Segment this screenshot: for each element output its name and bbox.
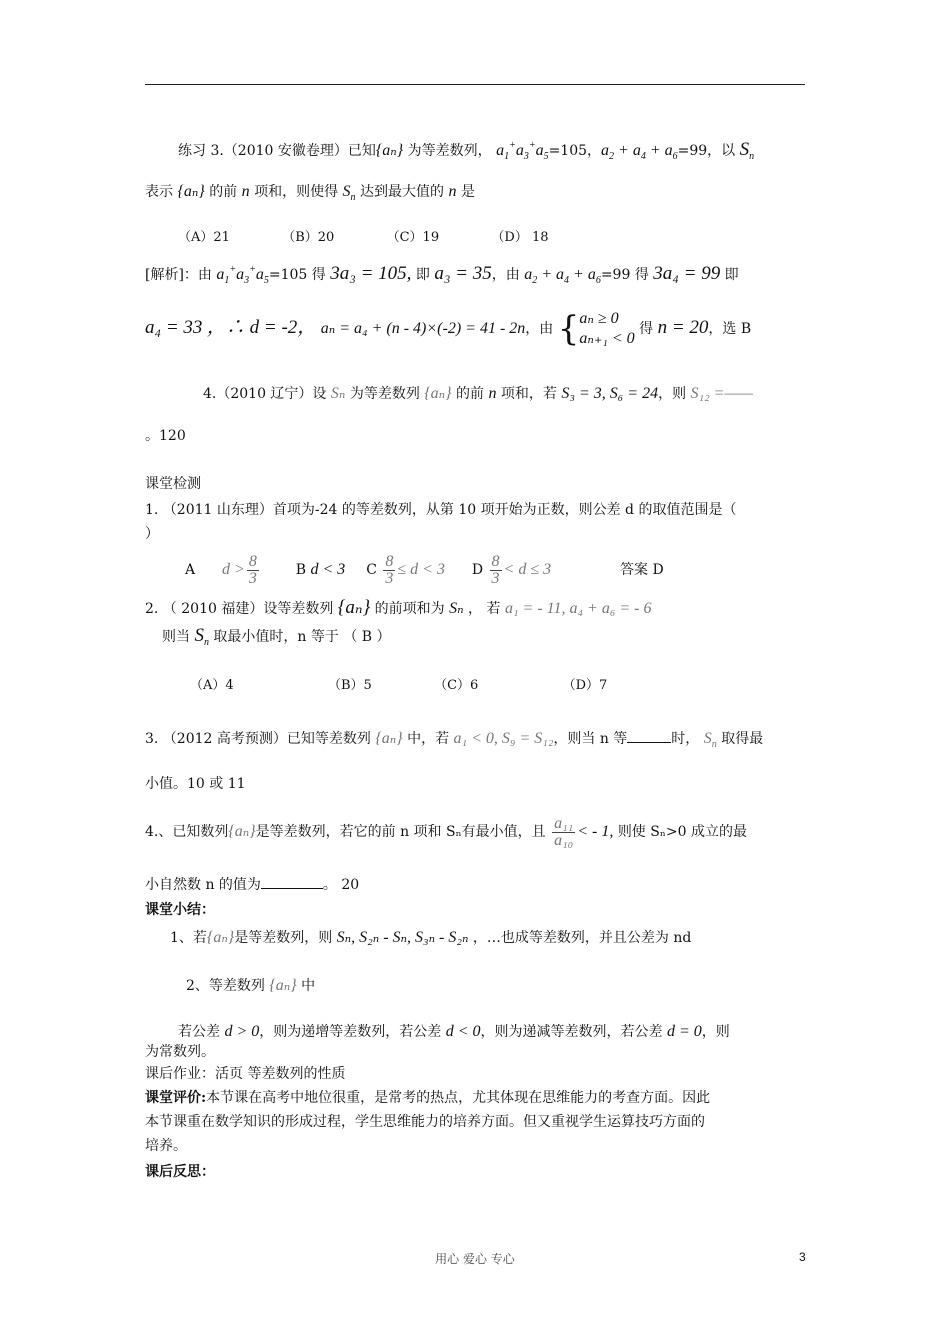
q4-line2	[145, 874, 359, 895]
ex4-line	[203, 384, 753, 404]
q4-denominator: a₁₀	[554, 831, 574, 849]
ex3-line2-e: 是	[460, 184, 475, 200]
answer-blank	[261, 874, 323, 889]
q3-line2: 小值。10 或 11	[145, 776, 246, 792]
seq-an: {aₙ}	[337, 597, 371, 618]
s1-b: 是等差数列，则	[234, 930, 333, 946]
ex3-sum-even: $a_2 + a_4 + a_6$	[601, 142, 678, 162]
sol-by: ，由	[525, 321, 554, 337]
q2-condition: a₁ = - 11, a₄ + a₆ = - 6	[504, 600, 652, 617]
s3-c: ，则为递减等差数列，若公差	[480, 1024, 663, 1040]
seq-an: {aₙ}	[228, 823, 256, 840]
q3-c: ，则当 n 等	[553, 731, 628, 747]
n-symbol: n	[448, 183, 457, 200]
homework: 课后作业：活页 等差数列的性质	[145, 1066, 346, 1082]
analysis-5: ，由	[491, 267, 520, 283]
q2-d: 则当	[162, 629, 190, 645]
Sn-symbol: $S_n$	[739, 139, 755, 162]
ex3-line2	[145, 182, 475, 208]
sol-get: 得	[639, 321, 654, 337]
summary-1	[170, 928, 691, 948]
fraction-8-3: $\frac{8}{3}$	[491, 552, 500, 587]
s3-d: ，则	[701, 1024, 730, 1040]
q1-line2: ）	[145, 526, 159, 542]
evaluation-line2: 本节课重在数学知识的形成过程，学生思维能力的培养方面。但又重视学生运算技巧方面的	[145, 1114, 705, 1130]
ex3-line2-b: 的前	[209, 184, 238, 200]
sol-an: aₙ = a₄ + (n - 4)×(-2) = 41 - 2n	[320, 320, 526, 337]
n-symbol: n	[241, 183, 250, 200]
q2-option-a: （A）4	[190, 678, 234, 693]
q2-b: 的前项和为	[374, 601, 445, 617]
sol-n: n = 20	[657, 317, 709, 338]
q1-a-expr: d >	[222, 561, 245, 578]
ex3-intro: 练习 3.（2010 安徽卷理）已知	[178, 143, 376, 159]
q4-line1	[145, 810, 747, 854]
q1-c-expr: ≤ d < 3	[397, 561, 445, 578]
q3-b: 中，若	[407, 731, 450, 747]
ex4-c: 的前	[456, 386, 485, 402]
Sn-symbol: $S_n$	[703, 730, 717, 750]
seq-an: {aₙ}	[269, 977, 297, 994]
summary-2	[186, 976, 315, 996]
seq-an: {aₙ}	[177, 183, 205, 200]
S12-blank: S₁₂ =——	[690, 385, 753, 402]
analysis-7: 3a₄ = 99	[653, 263, 721, 284]
brace-icon: {	[557, 309, 580, 349]
answer-blank	[627, 728, 671, 743]
ex3-line2-d: 达到最大值的	[360, 184, 444, 200]
analysis-2: 3a₃ = 105,	[330, 263, 412, 284]
ex3-eq2: =99，以	[677, 143, 736, 159]
option-a: （A）21	[178, 230, 230, 245]
q4-inequality: < - 1,	[577, 823, 614, 840]
analysis-3: 即	[415, 267, 430, 283]
summary-3	[178, 1022, 730, 1042]
ex4-d: 项和，若	[500, 386, 557, 402]
evaluation-label: 课堂评价:	[145, 1090, 207, 1106]
analysis-1: =105 得	[268, 267, 326, 283]
s2-a: 2、等差数列	[186, 978, 265, 994]
analysis-label: [解析]：由	[145, 267, 212, 283]
summary-3-cont: 为常数列。	[145, 1044, 215, 1060]
test-heading: 课堂检测	[145, 476, 201, 492]
q1-answer: 答案 D	[620, 562, 664, 578]
q1-option-a: A	[185, 562, 196, 578]
summary-heading: 课堂小结：	[145, 902, 215, 918]
sum-odd: $a_1^+a_3^+a_5$	[216, 264, 269, 286]
q2-c: ， 若	[468, 601, 501, 617]
sys-row-1: aₙ ≥ 0	[579, 310, 619, 327]
seq-an: {aₙ}	[206, 929, 235, 946]
d-positive: d > 0	[224, 1023, 260, 1040]
q2-line1	[145, 598, 652, 619]
evaluation-text-1: 本节课在高考中地位很重，是常考的热点，尤其体现在思维能力的考查方面。因此	[206, 1090, 711, 1106]
Sn-symbol: Sₙ	[449, 600, 464, 617]
ex3-line1	[178, 136, 754, 167]
analysis-6: =99 得	[600, 267, 649, 283]
q3-e: 取得最	[721, 731, 764, 747]
n-symbol: n	[488, 385, 497, 402]
q1-options	[185, 548, 664, 592]
ex3-analysis-line1	[145, 260, 739, 291]
ex3-is-arith: 为等差数列，	[407, 143, 492, 159]
ex4-e: ，则	[658, 386, 687, 402]
reflection-heading: 课后反思：	[145, 1164, 215, 1180]
q2-e: 取最小值时，n 等于 （ B ）	[213, 629, 391, 645]
ex3-eq1: =105，	[548, 143, 602, 159]
s3-a: 若公差	[178, 1024, 220, 1040]
page-number: 3	[799, 1250, 806, 1264]
seq-an: {aₙ}	[375, 142, 404, 159]
analysis-8: 即	[724, 267, 739, 283]
q4-b: 是等差数列，若它的前 n 项和 Sₙ有最小值，且	[255, 824, 546, 840]
q4-d: 则使 Sₙ>0 成立的最	[617, 824, 747, 840]
sol-choice: ，选 B	[708, 321, 752, 337]
q2-a: 2. （ 2010 福建）设等差数列	[145, 601, 334, 617]
option-d: （D） 18	[491, 230, 549, 245]
ex3-sum-odd: $a_1^+a_3^+a_5$	[496, 140, 549, 162]
q1-option-b: B	[295, 562, 307, 578]
q4-a: 4.、已知数列	[145, 824, 229, 840]
sys-row-2: aₙ₊₁ < 0	[579, 330, 635, 347]
q1-b-expr: d < 3	[310, 561, 346, 578]
Sn-symbol: $S_n$	[342, 183, 356, 203]
s1-a: 1、若	[170, 930, 207, 946]
q1-d-expr: < d ≤ 3	[503, 561, 552, 578]
q3-a: 3. （2012 高考预测）已知等差数列	[145, 731, 371, 747]
s1-c: ，…也成等差数列，并且公差为 nd	[472, 930, 692, 946]
q3-line1	[145, 728, 763, 755]
q3-d: 时，	[671, 731, 700, 747]
s3-b: ，则为递增等差数列，若公差	[259, 1024, 442, 1040]
q4-numerator: a₁₁	[554, 814, 574, 832]
sum-even: $a_2 + a_4 + a_6$	[524, 266, 601, 286]
fraction-8-3: $\frac{8}{3}$	[248, 552, 257, 587]
q2-option-c: （C）6	[434, 678, 479, 693]
s1-expression: Sₙ, S₂ₙ - Sₙ, S₃ₙ - S₂ₙ	[336, 929, 469, 946]
q4-f: 。 20	[322, 877, 360, 893]
page-footer: 用心 爱心 专心	[435, 1252, 515, 1266]
analysis-4: a₃ = 35	[434, 263, 492, 284]
d-zero: d = 0	[666, 1023, 702, 1040]
ex3-options	[178, 228, 549, 248]
header-rule	[145, 84, 805, 85]
q2-options	[190, 676, 607, 696]
seq-an: {aₙ}	[375, 730, 403, 747]
ex3-line2-c: 项和，则使得	[254, 184, 339, 200]
ex3-line2-a: 表示	[145, 184, 173, 200]
q4-e: 小自然数 n 的值为	[145, 877, 261, 893]
Sn-symbol: Sₙ	[330, 385, 346, 402]
inequality-system	[579, 309, 634, 349]
q1-option-d: D	[471, 562, 484, 578]
Sn-symbol: $S_n$	[194, 625, 209, 648]
option-c: （C）19	[386, 230, 440, 245]
ex4-b: 为等差数列	[349, 386, 420, 402]
d-negative: d < 0	[445, 1023, 481, 1040]
q2-option-d: （D）7	[562, 678, 608, 693]
q3-condition: a₁ < 0, S₉ = S₁₂	[453, 730, 554, 747]
q1-option-c: C	[366, 562, 377, 578]
evaluation-line3: 培养。	[145, 1138, 187, 1154]
ex4-condition: S₃ = 3, S₆ = 24	[561, 385, 659, 402]
sol-d: ，∴ d = -2，	[206, 317, 317, 338]
ex4-a: 4.（2010 辽宁）设	[203, 386, 327, 402]
fraction-a11-a10	[552, 816, 575, 849]
q2-line2	[162, 626, 391, 653]
q2-option-b: （B）5	[327, 678, 372, 693]
ex4-answer: 。120	[145, 428, 186, 444]
s2-b: 中	[301, 978, 316, 994]
evaluation-line1	[145, 1088, 710, 1108]
q1-line1: 1. （2011 山东理）首项为-24 的等差数列，从第 10 项开始为正数，则公差 d 的取值范围是（	[145, 502, 737, 518]
seq-an: {aₙ}	[424, 385, 452, 402]
fraction-8-3: $\frac{8}{3}$	[385, 552, 394, 587]
sol-a4: a₄ = 33	[145, 317, 203, 338]
option-b: （B）20	[282, 230, 335, 245]
ex3-solution	[145, 308, 751, 349]
